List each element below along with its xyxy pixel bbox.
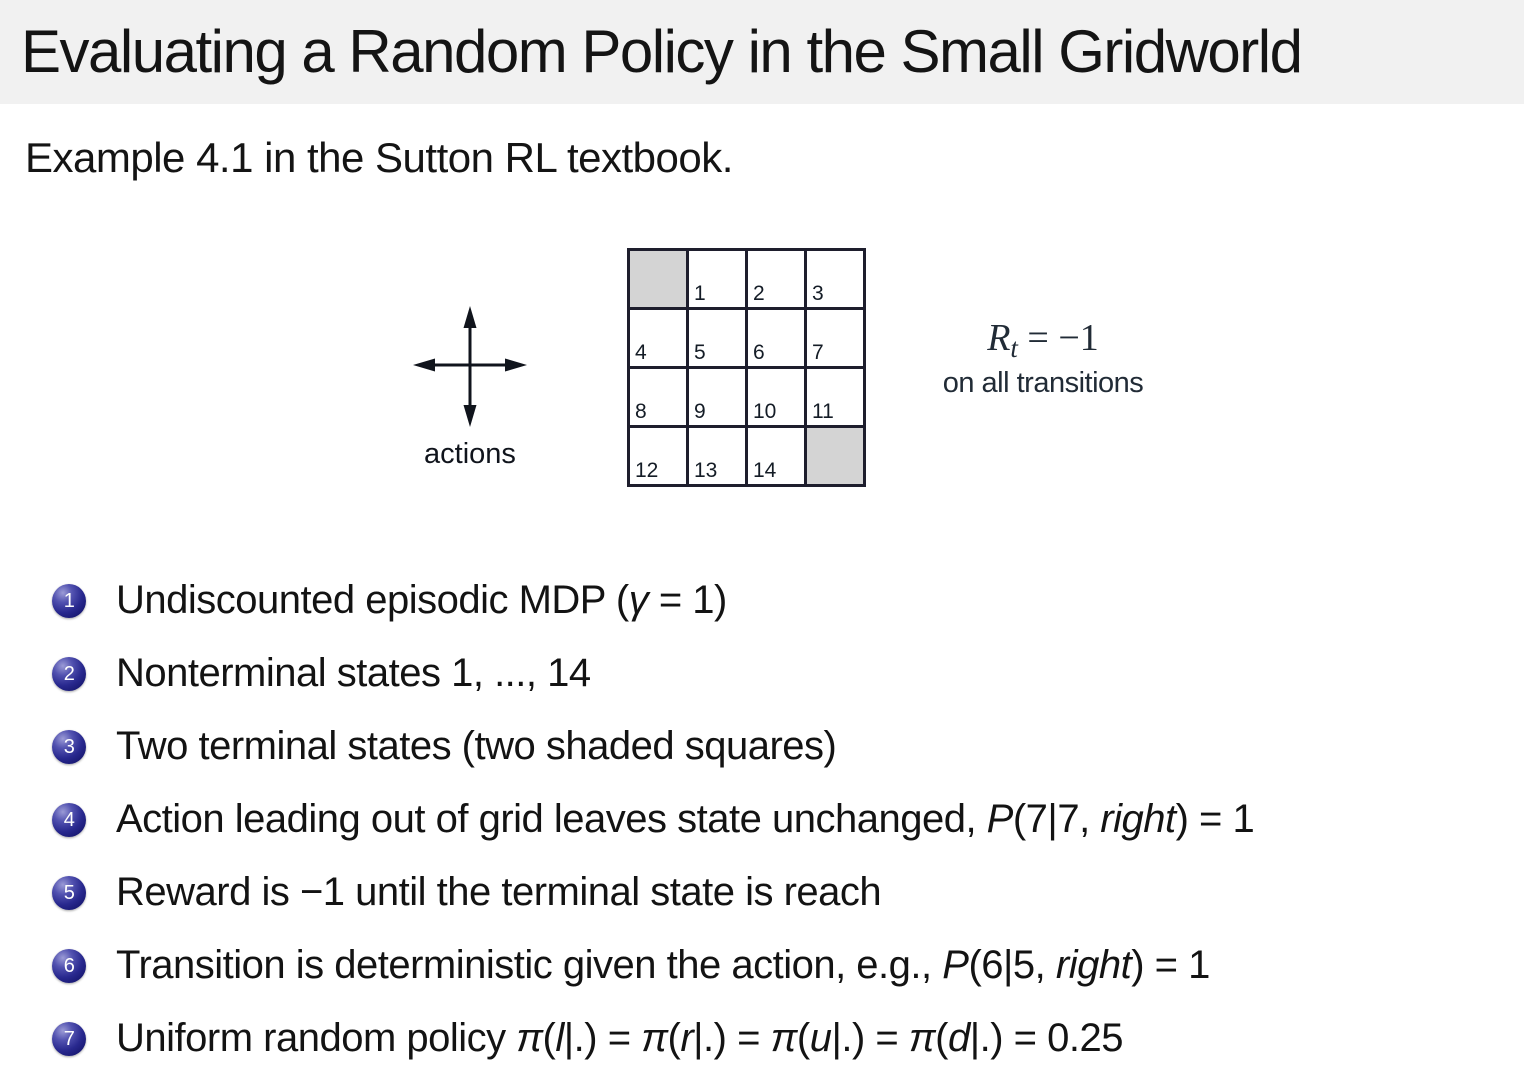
- cell-number: 11: [812, 400, 834, 423]
- reward-symbol: R: [987, 317, 1011, 359]
- item-text: Undiscounted episodic MDP (γ = 1): [116, 578, 727, 622]
- item-number-ball: 2: [52, 657, 86, 691]
- cell-number: 14: [753, 459, 777, 482]
- grid-cell: [630, 428, 686, 484]
- reward-formula: [893, 316, 1193, 364]
- list-item: [52, 796, 1517, 843]
- grid-cell: [689, 251, 745, 307]
- list-item: [52, 577, 1517, 624]
- cell-number: 5: [694, 341, 706, 364]
- item-number-ball: 6: [52, 949, 86, 983]
- cell-number: 13: [694, 459, 718, 482]
- actions-label: actions: [424, 438, 516, 470]
- list-item: [52, 869, 1517, 916]
- cell-number: 6: [753, 341, 765, 364]
- title-bar: [0, 0, 1524, 104]
- grid-cell: [630, 369, 686, 425]
- grid-cell: [689, 310, 745, 366]
- list-item: [52, 723, 1517, 770]
- item-number-ball: 4: [52, 803, 86, 837]
- item-text: Uniform random policy π(l|.) = π(r|.) = π(u|.) = π(d|.) = 0.25: [116, 1016, 1123, 1060]
- grid-cell: [630, 310, 686, 366]
- item-text: Two terminal states (two shaded squares): [116, 724, 837, 768]
- list-item: [52, 650, 1517, 697]
- grid-cell: [807, 369, 863, 425]
- grid-cell: [689, 428, 745, 484]
- grid-cell: [748, 251, 804, 307]
- item-text: Reward is −1 until the terminal state is reach: [116, 870, 882, 914]
- item-text: Action leading out of grid leaves state unchanged, P(7|7, right) = 1: [116, 797, 1255, 841]
- cell-number: 3: [812, 282, 824, 305]
- numbered-list: [52, 577, 1517, 1062]
- reward-subscript: t: [1010, 333, 1018, 363]
- cell-number: 1: [694, 282, 706, 305]
- item-text: Transition is deterministic given the action, e.g., P(6|5, right) = 1: [116, 943, 1210, 987]
- cell-number: 2: [753, 282, 765, 305]
- cell-number: 10: [753, 400, 777, 423]
- grid-cell-terminal: [807, 428, 863, 484]
- reward-value: = −1: [1017, 317, 1099, 359]
- reward-annotation: [893, 316, 1193, 400]
- list-item: [52, 942, 1517, 989]
- cell-number: 9: [694, 400, 706, 423]
- item-number-ball: 1: [52, 584, 86, 618]
- actions-cross-icon: [404, 296, 536, 436]
- item-number-ball: 7: [52, 1022, 86, 1056]
- grid-cell-terminal: [630, 251, 686, 307]
- grid-cell: [807, 251, 863, 307]
- list-item: [52, 1015, 1517, 1062]
- cell-number: 4: [635, 341, 647, 364]
- gridworld-grid: [627, 248, 866, 487]
- grid-cell: [748, 428, 804, 484]
- cell-number: 8: [635, 400, 647, 423]
- subtitle: Example 4.1 in the Sutton RL textbook.: [25, 134, 733, 181]
- grid-cell: [807, 310, 863, 366]
- item-text: Nonterminal states 1, ..., 14: [116, 651, 591, 695]
- cell-number: 12: [635, 459, 659, 482]
- grid-cell: [689, 369, 745, 425]
- slide-title: Evaluating a Random Policy in the Small Gridworld: [21, 18, 1302, 85]
- item-number-ball: 5: [52, 876, 86, 910]
- cell-number: 7: [812, 341, 824, 364]
- grid-cell: [748, 369, 804, 425]
- item-number-ball: 3: [52, 730, 86, 764]
- grid-cell: [748, 310, 804, 366]
- reward-caption: on all transitions: [942, 367, 1144, 399]
